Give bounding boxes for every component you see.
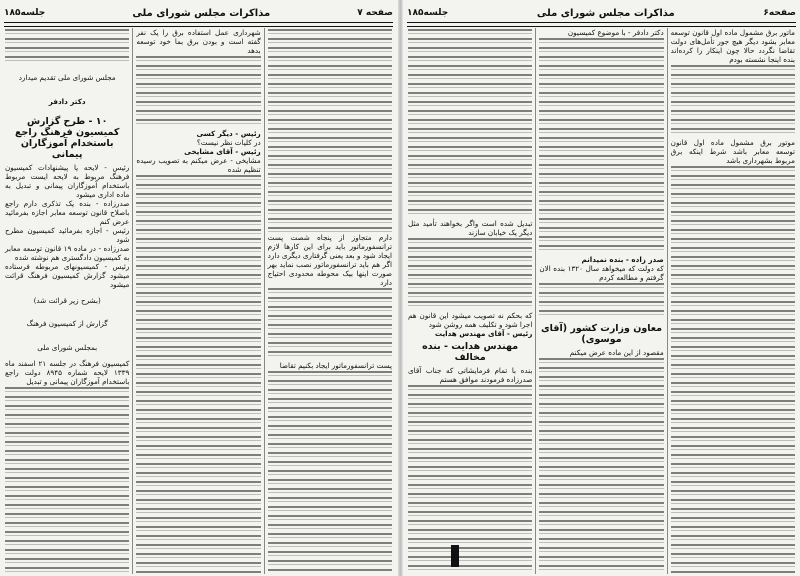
columns bbox=[2, 28, 395, 574]
text-block bbox=[268, 288, 392, 360]
column-middle bbox=[535, 28, 666, 574]
paragraph: در کلیات نظر نیست؟ bbox=[196, 138, 261, 147]
report-title: گزارش از کمیسیون فرهنگ bbox=[26, 319, 108, 329]
paragraph: رئیس - لایحه یا پیشنهادات کمیسیون فرهنگ مربوط به لایحه ایست مربوط باستخدام آموزگاران پیمانی و تبدیل به ماده اداری میشود bbox=[5, 162, 130, 199]
paragraph: رئیس - کمیسیونهای مربوطه فرستاده میشود گزارش کمیسیون فرهنگ قرائت میشود bbox=[5, 261, 130, 289]
paragraph: رئیس - اجازه بفرمائید کمیسیون مطرح شود bbox=[5, 225, 130, 244]
page-header bbox=[407, 5, 796, 21]
ink-blot bbox=[451, 545, 459, 567]
paragraph: بنده با تمام فرمایشاتی که جناب آقای صدرزاده فرمودند موافق هستم bbox=[408, 365, 533, 384]
paragraph: صدرزاده - در ماده ۱۹ قانون توسعه معابر به کمیسیون دادگستری هم نوشته شده bbox=[5, 243, 130, 262]
paragraph: مشایخی - عرض میکنم به تصویب رسیده تنظیم شده bbox=[136, 156, 261, 174]
column-right bbox=[667, 28, 798, 574]
paragraph: که دولت که میخواهد سال ۱۳۲۰ بنده الان گرفتم و مطالعه کردم bbox=[539, 263, 664, 282]
session-label: جلسه۱۸۵ bbox=[407, 8, 449, 18]
header-rule bbox=[407, 22, 796, 27]
paragraph: دارم متجاوز از پنجاه شصت پست ترانسفورماتور باید برای این کارها لازم ایجاد شود و بعد یعنی گرفتاری دیگری دارد اگر هم باید ترانسفورماتور نصب نماید بهر صورت اینها بیک محوطه محدودی احتیاج دارد bbox=[267, 232, 392, 287]
paragraph: مقصود از این ماده عرض میکنم bbox=[569, 347, 664, 357]
text-block bbox=[5, 387, 129, 573]
column-right bbox=[264, 28, 395, 574]
section-heading: معاون وزارت کشور (آقای موسوی) bbox=[540, 322, 663, 345]
paragraph: شهرداری عمل استفاده برق را یک نفر گفته است و بودن برق بما خود توسعه بدهد bbox=[136, 28, 261, 55]
paragraph: ماتور برق مشمول ماده اول قانون توسعه معابر بشود دیگر هیچ جور تأمل‌های دولت تقاضا نگردد حالا چون اینکار را کرده‌اند بنده اینجا نشسته بودم bbox=[670, 28, 795, 64]
text-block bbox=[671, 65, 795, 137]
page-number: صفحه۶ bbox=[763, 8, 796, 18]
page-number: صفحه ۷ bbox=[357, 8, 393, 18]
paragraph: کمیسیون فرهنگ در جلسه ۲۱ اسفند ماه ۱۳۳۹ لایحه شماره ۸۹۴۵ دولت راجع باستخدام آموزگاران پیمانی و تبدیل bbox=[5, 358, 130, 386]
addressee: بمجلس شورای ملی bbox=[37, 342, 98, 352]
text-block bbox=[539, 283, 663, 319]
paragraph: صدرزاده - بنده یک تذکری دارم راجع باصلاح قانون توسعه معابر اجازه بفرمائید عرض کنم bbox=[5, 198, 130, 226]
section-heading: ۱۰ - طرح گزارش کمیسیون فرهنگ راجع باستخدام آموزگاران پیمانی bbox=[14, 115, 120, 160]
speaker-line: رئیس - آقای مهندس هدایت bbox=[434, 328, 533, 338]
text-block bbox=[268, 29, 392, 232]
text-block bbox=[408, 238, 532, 310]
text-block bbox=[408, 29, 532, 218]
paragraph: تبدیل شده است واگر بخواهند تأمید مثل دیگر یک خیابان سازند bbox=[408, 218, 533, 237]
text-block bbox=[539, 358, 663, 574]
paragraph: مجلس شورای ملی تقدیم میدارد bbox=[18, 73, 116, 83]
right-page bbox=[403, 0, 800, 576]
speaker-line: صدر زاده - بنده نمیدانم bbox=[581, 254, 664, 264]
paragraph: که بحکم نه تصویب میشود این قانون هم اجرا شود و تکلیف همه روشن شود bbox=[408, 310, 533, 329]
left-page bbox=[0, 0, 397, 576]
signer: دکتر دادفر bbox=[48, 96, 86, 106]
paragraph: پست ترانسفورماتور ایجاد بکنیم تقاضا bbox=[279, 360, 392, 370]
publication-title: مذاکرات مجلس شورای ملی bbox=[536, 7, 675, 19]
text-block bbox=[136, 56, 260, 128]
columns bbox=[405, 28, 798, 574]
publication-title: مذاکرات مجلس شورای ملی bbox=[132, 7, 271, 19]
speaker-line: رئیس - آقای مشایخی bbox=[184, 147, 261, 156]
column-left bbox=[2, 28, 132, 574]
section-heading: مهندس هدایت - بنده مخالف bbox=[422, 340, 519, 363]
paragraph: دکتر دادفر - با موضوع کمیسیون bbox=[567, 28, 664, 37]
note: (بشرح زیر قرائت شد) bbox=[33, 295, 101, 305]
page-header bbox=[4, 5, 393, 21]
speaker-line: رئیس - دیگر کسی bbox=[196, 129, 261, 138]
paragraph: موتور برق مشمول ماده اول قانون توسعه معابر باشد شرط اینکه برق مربوط بشهرداری باشد bbox=[670, 138, 795, 165]
header-rule bbox=[4, 22, 393, 27]
text-block bbox=[136, 175, 260, 573]
column-left bbox=[405, 28, 535, 574]
text-block bbox=[671, 166, 795, 573]
text-block bbox=[539, 38, 663, 254]
text-block bbox=[408, 385, 532, 574]
session-label: جلسه۱۸۵ bbox=[4, 8, 46, 18]
text-block bbox=[268, 371, 392, 574]
text-block bbox=[5, 29, 129, 65]
column-middle bbox=[132, 28, 263, 574]
